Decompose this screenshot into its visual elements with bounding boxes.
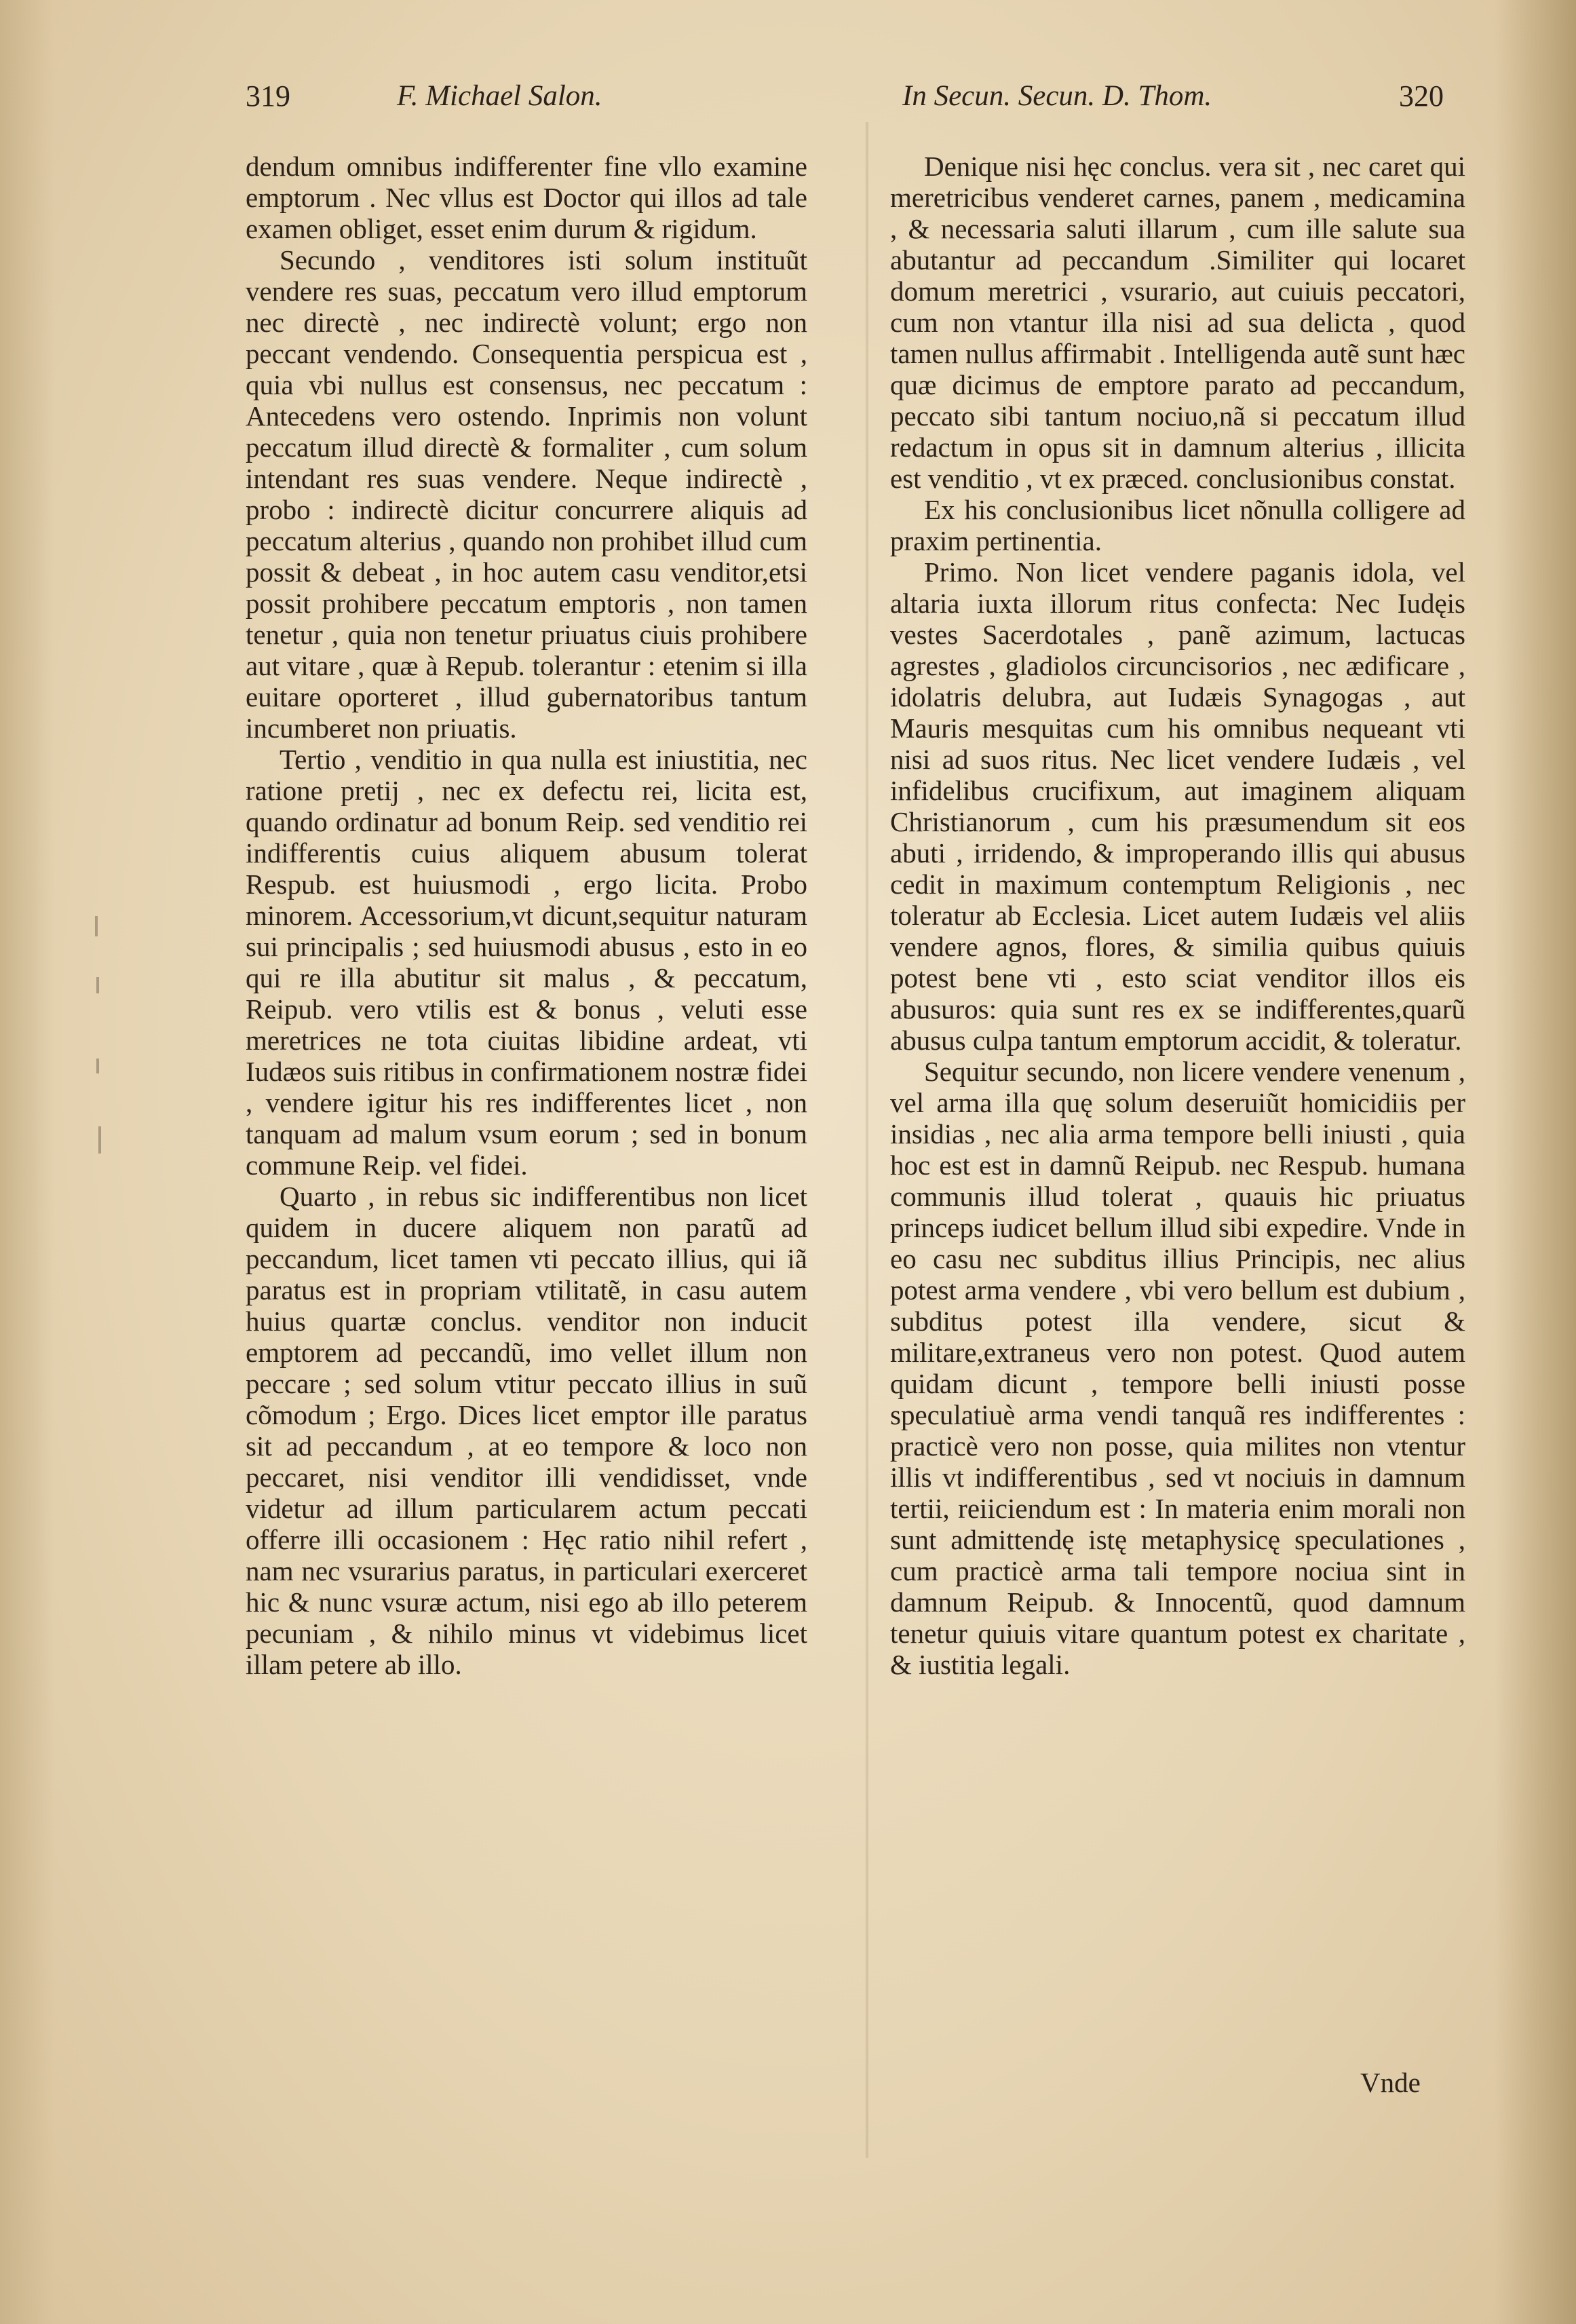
right-running-title: In Secun. Secun. D. Thom.	[902, 80, 1212, 112]
margin-mark	[95, 916, 98, 936]
left-paragraph-2: Secundo , venditores isti solum instituũt vendere res suas, peccatum vero illud emptorum nec directè , nec indirectè volunt; ergo non peccant vendendo. Consequentia perspicua est , quia vbi nullus est consensus, nec peccatum : Antecedens vero ostendo. Inprimis non volunt peccatum illud directè & formaliter , cum solum intendant res suas vendere. Neque indirectè , probo : indirectè dicitur concurrere aliquis ad peccatum alterius , quando non prohibet illud cum possit & debeat , in hoc autem casu venditor,etsi possit prohibere peccatum emptoris , non tamen tenetur , quia non tenetur priuatus ciuis prohibere aut vitare , quæ à Repub. tolerantur : etenim si illa euitare oporteret , illud gubernatoribus tantum incumberet non priuatis.	[246, 244, 807, 744]
left-paragraph-3: Tertio , venditio in qua nulla est iniustitia, nec ratione pretij , nec ex defectu rei, licita est, quando ordinatur ad bonum Reip. sed venditio rei indifferentis cuius aliquem abusum tolerat Respub. est huiusmodi , ergo licita. Probo minorem. Accessorium,vt dicunt,sequitur naturam sui principalis ; sed huiusmodi abusus , esto in eo qui re illa abutitur sit malus , & peccatum, Reipub. vero vtilis est & bonus , veluti esse meretrices ne tota ciuitas libidine ardeat, vti Iudæos suis ritibus in confirmationem nostræ fidei , vendere igitur his res indifferentes licet , non tanquam ad malum vsum eorum ; sed in bonum commune Reip. vel fidei.	[246, 744, 807, 1181]
margin-mark	[96, 1059, 99, 1073]
margin-mark	[96, 977, 99, 993]
left-paragraph-4: Quarto , in rebus sic indifferentibus non licet quidem in ducere aliquem non paratũ ad peccandum, licet tamen vti peccato illius, qui iã paratus est in propriam vtilitatẽ, in casu autem huius quartæ conclus. venditor non inducit emptorem ad peccandũ, imo vellet illum non peccare ; sed solum vtitur peccato illius in suũ cõmodum ; Ergo. Dices licet emptor ille paratus sit ad peccandum , at eo tempore & loco non peccaret, nisi venditor illi vendidisset, vnde videtur ad illum particularem actum peccati offerre illi occasionem : Hęc ratio nihil refert , nam nec vsurarius paratus, in particulari exerceret hic & nunc vsuræ actum, nisi ego ab illo peterem pecuniam , & nihilo minus vt videbimus licet illam petere ab illo.	[246, 1181, 807, 1680]
right-paragraph-1: Denique nisi hęc conclus. vera sit , nec caret qui meretricibus venderet carnes, panem , medicamina , & necessaria saluti illarum , cum ille salute sua abutantur ad peccandum .Similiter qui locaret domum meretrici , vsurario, aut cuiuis peccatori, cum non vtantur illa nisi ad sua delicta , quod tamen nullus affirmabit . Intelligenda autẽ sunt hæc quæ dicimus de emptore parato ad peccandum, peccato sibi tantum nociuo,nã si peccatum illud redactum in opus sit in damnum alterius , illicita est venditio , vt ex præced. conclusionibus constat.	[890, 151, 1465, 494]
right-page-number: 320	[1399, 79, 1444, 113]
catchword: Vnde	[1360, 2067, 1421, 2098]
margin-mark	[98, 1126, 101, 1154]
left-paragraph-1: dendum omnibus indifferenter fine vllo examine emptorum . Nec vllus est Doctor qui illos ad tale examen obliget, esset enim durum & rigidum.	[246, 151, 807, 244]
right-paragraph-2: Ex his conclusionibus licet nõnulla colligere ad praxim pertinentia.	[890, 494, 1465, 556]
right-paragraph-4: Sequitur secundo, non licere vendere venenum , vel arma illa quę solum deseruiũt homicidiis per insidias , nec alia arma tempore belli iniusti , quia hoc est est in damnũ Reipub. nec Respub. humana communis illud tolerat , quauis hic priuatus princeps iudicet bellum illud sibi expedire. Vnde in eo casu nec subditus illius Principis, nec alius potest arma vendere , vbi vero bellum est dubium , subditus potest illa vendere, sicut & militare,extraneus vero non potest. Quod autem quidam dicunt , tempore belli iniusti posse speculatiuè arma vendi tanquã res indifferentes : practicè vero non posse, quia milites non vtentur illis vt indifferentibus , sed vt nociuis in damnum tertii, reiiciendum est : In materia enim morali non sunt admittendę istę metaphysicę speculationes , cum practicè arma tali tempore nociua sint in damnum Reipub. & Innocentũ, quod damnum tenetur quiuis vitare quantum potest ex charitate , & iustitia legali.	[890, 1056, 1465, 1680]
left-page-number: 319	[246, 79, 290, 113]
left-text-column	[246, 151, 807, 1680]
right-paragraph-3: Primo. Non licet vendere paganis idola, vel altaria iuxta illorum ritus confecta: Nec Iudęis vestes Sacerdotales , panẽ azimum, lactucas agrestes , gladiolos circuncisorios , nec ædificare , idolatris delubra, aut Iudæis Synagogas , aut Mauris mesquitas cum his omnibus nequeant vti nisi ad suos ritus. Nec licet vendere Iudæis , vel infidelibus crucifixum, aut imaginem aliquam Christianorum , cum his præsumendum sit eos abuti , irridendo, & improperando illis qui abusus cedit in maximum contemptum Religionis , nec toleratur ab Ecclesia. Licet autem Iudæis vel aliis vendere agnos, flores, & similia quibus quiuis potest bene vti , esto sciat venditor illos eis abusuros: quia sunt res ex se indifferentes,quarũ abusus culpa tantum emptorum accidit, & toleratur.	[890, 556, 1465, 1056]
center-gutter	[865, 122, 869, 2158]
right-text-column	[890, 151, 1465, 1680]
left-running-title: F. Michael Salon.	[397, 80, 602, 112]
